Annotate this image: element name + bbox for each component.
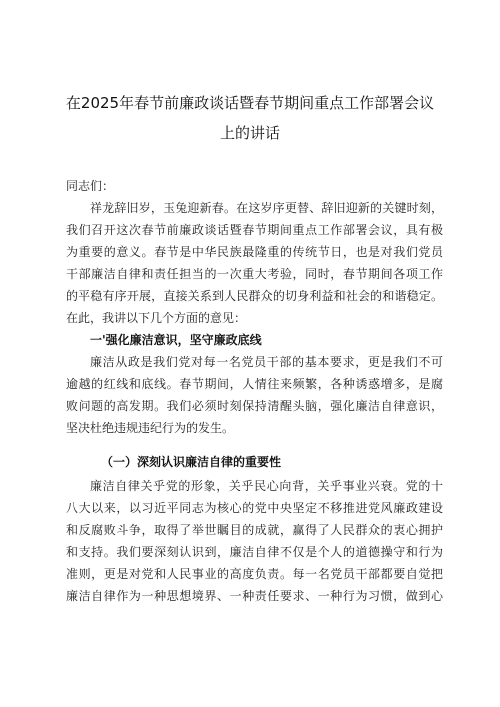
document-title-line2: 上的讲话 [219, 124, 280, 142]
section1-line: 败问题的高发期。我们必须时刻保持清醒头脑，强化廉洁自律意识， [66, 399, 443, 413]
section1-line: 逾越的红线和底线。春节期间，人情往来频繁，各种诱惑增多，是腐 [66, 377, 443, 391]
intro-line: 干部廉洁自律和责任担当的一次重大考验，同时，春节期间各项工作 [66, 267, 443, 281]
section1-line: 坚决杜绝违规违纪行为的发生。 [66, 421, 235, 435]
intro-line: 的平稳有序开展，直接关系到人民群众的切身利益和社会的和谐稳定。 [66, 289, 443, 303]
document-title-line1: 在2025年春节前廉政谈话暨春节期间重点工作部署会议 [65, 94, 435, 112]
intro-line: 我们召开这次春节前廉政谈话暨春节期间重点工作部署会议，具有极 [66, 223, 443, 237]
subsection1-line: 准则，更是对党和人民事业的高度负责。每一名党员干部都要自觉把 [66, 567, 443, 581]
intro-line: 在此，我讲以下几个方面的意见： [66, 311, 247, 325]
subsection1-line: 和支持。我们要深刻认识到，廉洁自律不仅是个人的道德操守和行为 [66, 545, 443, 559]
salutation: 同志们： [66, 179, 115, 193]
section-heading: 一'强化廉洁意识，坚守廉政底线 [90, 333, 262, 347]
subsection1-line: 廉洁自律关乎党的形象，关乎民心向背，关乎事业兴衰。党的十 [90, 479, 443, 493]
subsection1-line: 廉洁自律作为一种思想境界、一种责任要求、一种行为习惯，做到心 [66, 589, 443, 603]
section1-line: 廉洁从政是我们党对每一名党员干部的基本要求，更是我们不可 [90, 355, 443, 369]
intro-line: 祥龙辞旧岁，玉兔迎新春。在这岁序更替、辞旧迎新的关键时刻， [90, 201, 443, 215]
subsection-heading: （一）深刻认识廉洁自律的重要性 [101, 455, 282, 469]
subsection1-line: 和反腐败斗争，取得了举世瞩目的成就，赢得了人民群众的衷心拥护 [66, 523, 443, 537]
subsection1-line: 八大以来，以习近平同志为核心的党中央坚定不移推进党风廉政建设 [66, 501, 443, 515]
intro-line: 为重要的意义。春节是中华民族最隆重的传统节日，也是对我们党员 [66, 245, 443, 259]
